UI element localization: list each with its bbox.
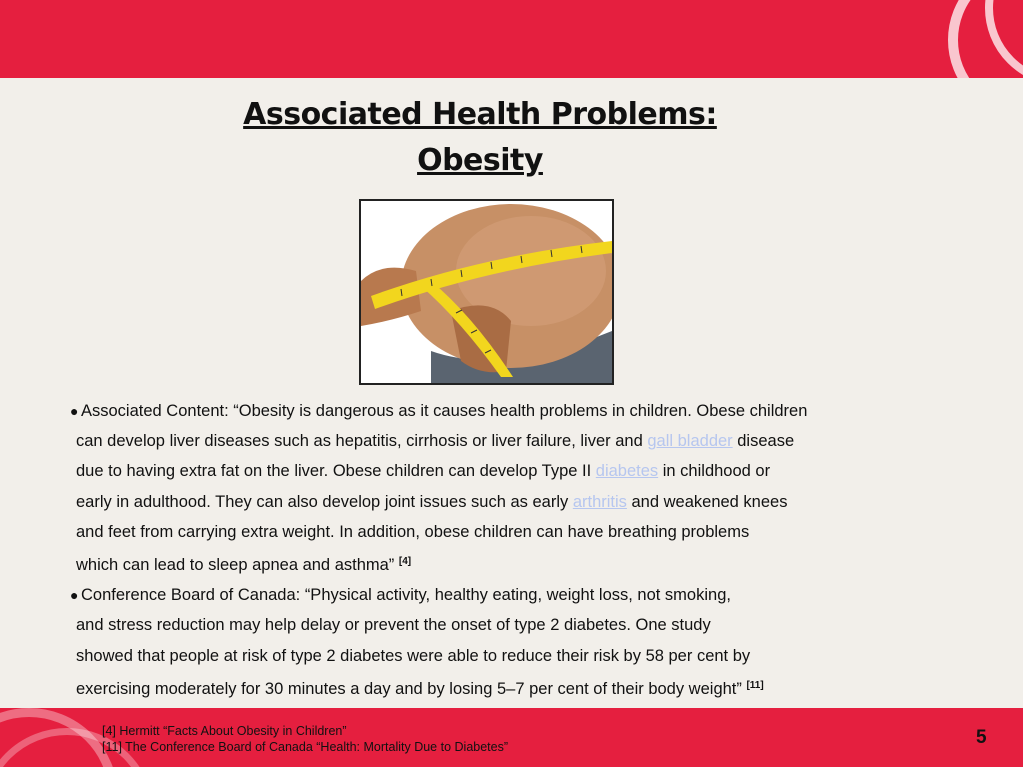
references bbox=[102, 723, 508, 755]
obesity-photo bbox=[359, 199, 614, 385]
bullet-icon: ● bbox=[70, 403, 79, 419]
citation-ref: [4] bbox=[398, 556, 412, 568]
citation-ref: [11] bbox=[746, 679, 764, 691]
bullet-icon: ● bbox=[70, 587, 79, 604]
slide-title: Associated Health Problems: bbox=[243, 97, 717, 132]
list-item: ● Conference Board of Canada: “Physical activity, healthy eating, weight loss, not smoking, bbox=[70, 580, 900, 610]
list-item: ● Associated Content: “Obesity is dangerous as it causes health problems in children. Obese children bbox=[70, 396, 900, 426]
slide-subtitle: Obesity bbox=[417, 143, 543, 178]
arthritis-link[interactable]: arthritis bbox=[572, 492, 627, 511]
gall-bladder-link[interactable]: gall bladder bbox=[647, 432, 733, 451]
header-band bbox=[0, 0, 1023, 78]
reference-item: [11] The Conference Board of Canada “Health: Mortality Due to Diabetes” bbox=[102, 740, 509, 754]
tape-measure-illustration bbox=[361, 201, 612, 383]
body-content: ● Associated Content: “Obesity is dangerous as it causes health problems in children. Obese children can develop liver diseases such as hepatitis, cirrhosis or liver failure, liver and gall bladder disease due to having extra fat on the liver. Obese children can develop Type II diabetes in childhood or early in adulthood. They can also develop joint issues such as early arthritis and weakened knees and feet from carrying extra weight. In addition, obese children can have breathing problems which can lead to sleep apnea and asthma” [4] ● Conference Board of Canada: “Physical activity, healthy eating, weight loss, not smoking, and stress reduction may help delay or prevent the onset of type 2 diabetes. One study showed that people at risk of type 2 diabetes were able to reduce their risk by 58 per cent by exercising moderately for 30 minutes a day and by losing 5–7 per cent of their body weight” [11] bbox=[70, 396, 900, 704]
diabetes-link[interactable]: diabetes bbox=[595, 462, 659, 481]
reference-item: [4] Hermitt “Facts About Obesity in Children” bbox=[102, 724, 347, 738]
page-number: 5 bbox=[976, 727, 987, 748]
